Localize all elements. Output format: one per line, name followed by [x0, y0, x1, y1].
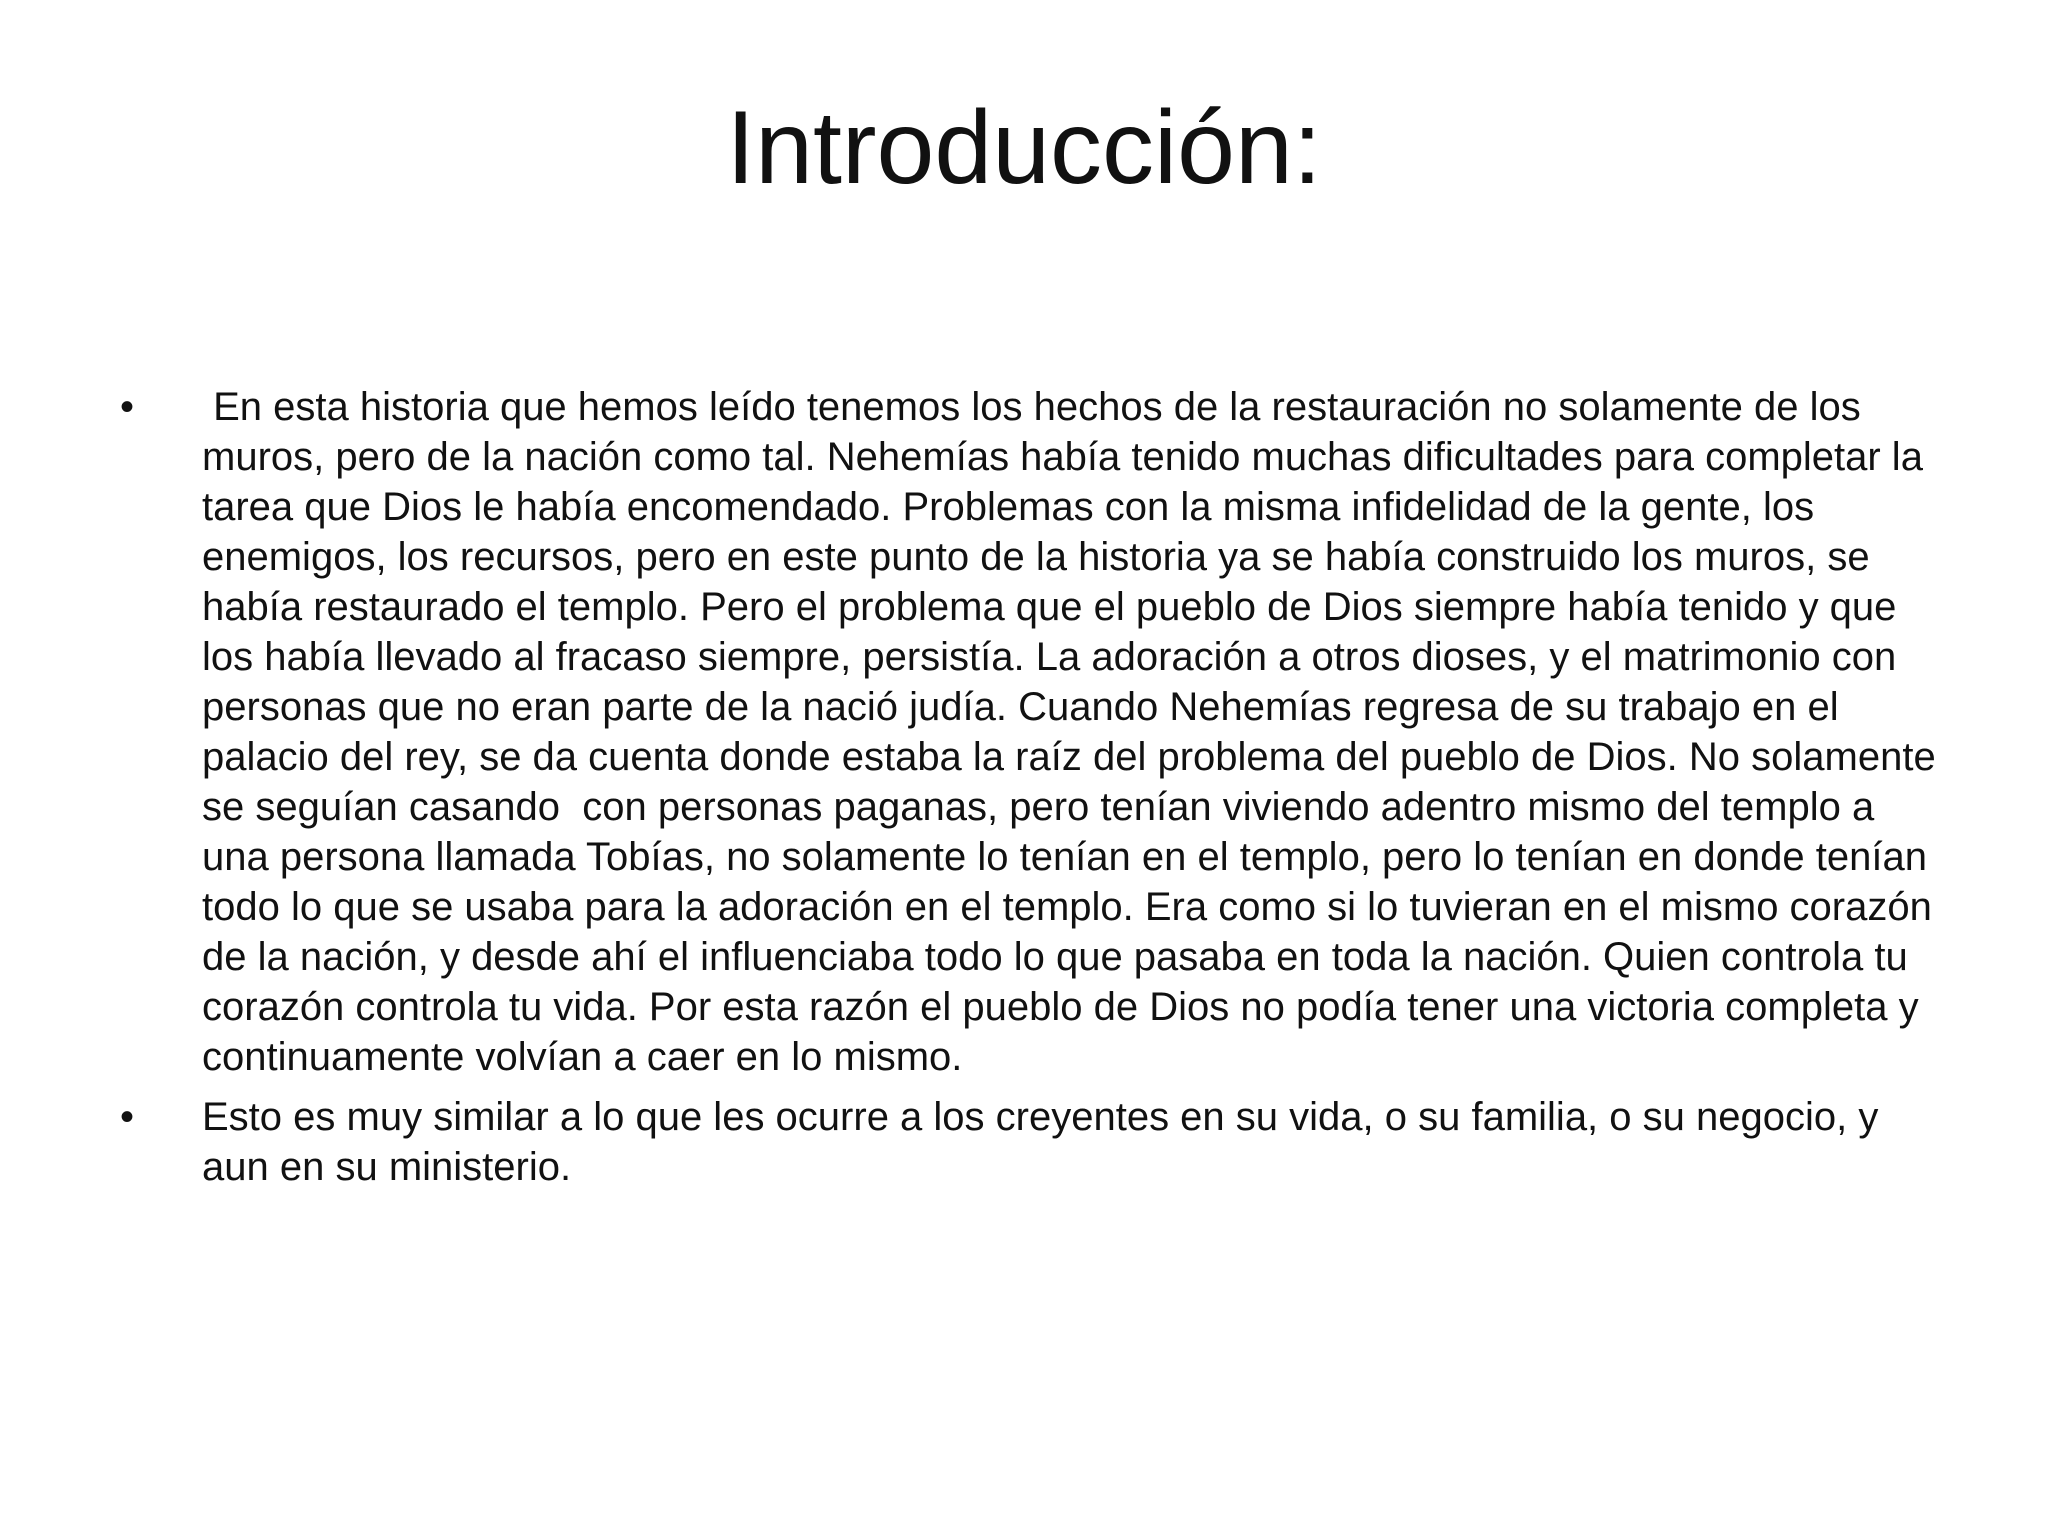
bullet-text-2: Esto es muy similar a lo que les ocurre a los creyentes en su vida, o su familia, o su negocio, y aun en su ministerio. [202, 1095, 1890, 1189]
bullet-item-1 [120, 382, 1950, 1082]
bullet-list [120, 382, 1950, 1202]
bullet-text-1: En esta historia que hemos leído tenemos los hechos de la restauración no solamente de los muros, pero de la nación como tal. Nehemías había tenido muchas dificultades para completar la tarea que Dios le había encomendado. Problemas con la misma infidelidad de la gente, los enemigos, los recursos, pero en este punto de la historia ya se había construido los muros, se había restaurado el templo. Pero el problema que el pueblo de Dios siempre había tenido y que los había llevado al fracaso siempre, persistía. La adoración a otros dioses, y el matrimonio con personas que no eran parte de la nació judía. Cuando Nehemías regresa de su trabajo en el palacio del rey, se da cuenta donde estaba la raíz del problema del pueblo de Dios. No solamente se seguían casando con personas paganas, pero tenían viviendo adentro mismo del templo a una persona llamada Tobías, no solamente lo tenían en el templo, pero lo tenían en donde tenían todo lo que se usaba para la adoración en el templo. Era como si lo tuvieran en el mismo corazón de la nación, y desde ahí el influenciaba todo lo que pasaba en toda la nación. Quien controla tu corazón controla tu vida. Por esta razón el pueblo de Dios no podía tener una victoria completa y continuamente volvían a caer en lo mismo. [202, 385, 1947, 1079]
bullet-item-2 [120, 1092, 1950, 1192]
slide-title: Introducción: [726, 90, 1322, 206]
bullet-icon: • [120, 1095, 135, 1139]
bullet-icon: • [120, 385, 135, 429]
